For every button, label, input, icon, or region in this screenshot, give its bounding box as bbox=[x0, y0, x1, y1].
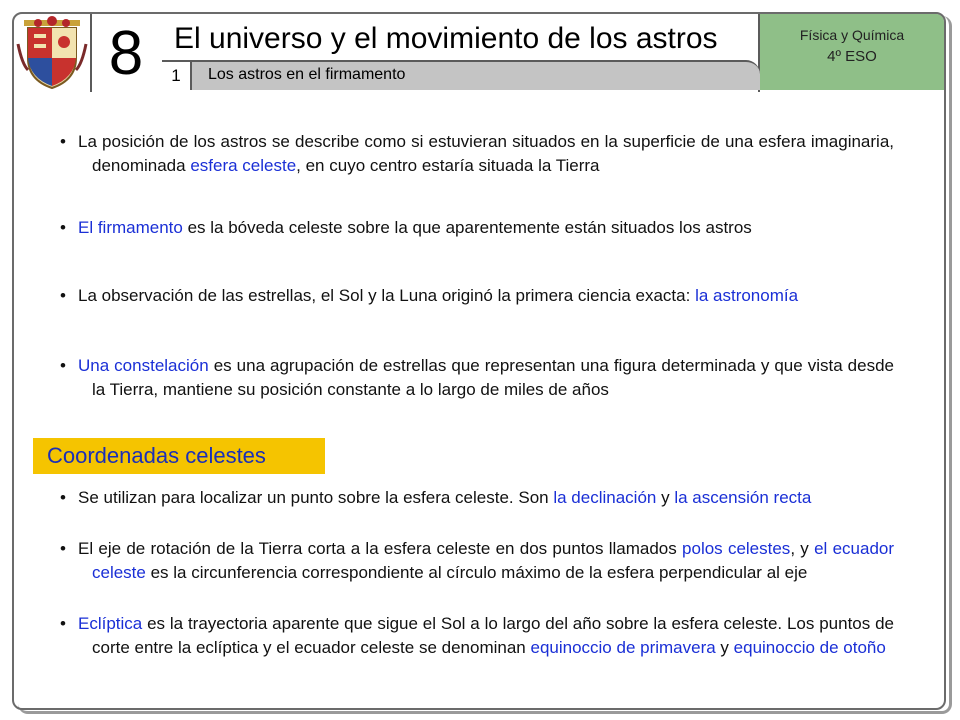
paragraph-text: es la trayectoria aparente que sigue el Sol a lo largo del año sobre la esfera celeste. Los puntos de corte entre la eclíptica y el ecuador celeste se denominan bbox=[92, 614, 894, 657]
paragraph-text: , y bbox=[790, 539, 815, 558]
bullet-icon: • bbox=[60, 218, 66, 237]
highlighted-term: El firmamento bbox=[78, 218, 183, 237]
bullet-icon: • bbox=[60, 488, 66, 507]
paragraph-text: El eje de rotación de la Tierra corta a la esfera celeste en dos puntos llamados bbox=[78, 539, 683, 558]
bullet-icon: • bbox=[60, 286, 66, 305]
highlighted-term: el ecuador celeste bbox=[92, 539, 895, 582]
paragraph-text: La posición de los astros se describe como si estuvieran situados en la superficie de una esfera imaginaria, denominada bbox=[78, 132, 894, 175]
unit-number: 8 bbox=[90, 14, 160, 92]
paragraph-text: y bbox=[715, 638, 734, 657]
paragraph-text: La observación de las estrellas, el Sol y la Luna originó la primera ciencia exacta: bbox=[78, 286, 696, 305]
subject-name: Física y Química bbox=[799, 27, 905, 43]
paragraph-text: y bbox=[656, 488, 675, 507]
section-title: Los astros en el firmamento bbox=[208, 66, 406, 83]
highlighted-term: la ascensión recta bbox=[674, 488, 812, 507]
paragraph-esfera-celeste bbox=[60, 130, 894, 178]
section-number: 1 bbox=[162, 62, 192, 90]
paragraph-polos bbox=[60, 537, 894, 585]
paragraph-text: , en cuyo centro estaría situada la Tierra bbox=[296, 156, 600, 175]
highlighted-term: equinoccio de primavera bbox=[530, 638, 716, 657]
paragraph-ecliptica bbox=[60, 612, 894, 660]
section-heading: Coordenadas celestes bbox=[33, 438, 325, 474]
paragraph-firmamento bbox=[60, 216, 894, 240]
course-level: 4º ESO bbox=[827, 48, 877, 65]
bullet-icon: • bbox=[60, 614, 66, 633]
highlighted-term: polos celestes bbox=[682, 539, 791, 558]
paragraph-text: es la bóveda celeste sobre la que aparentemente están situados los astros bbox=[182, 218, 752, 237]
paragraph-text: Se utilizan para localizar un punto sobre la esfera celeste. Son bbox=[78, 488, 554, 507]
bullet-icon: • bbox=[60, 356, 66, 375]
highlighted-term: Una constelación bbox=[78, 356, 209, 375]
paragraph-constelacion bbox=[60, 354, 894, 402]
paragraph-astronomia bbox=[60, 284, 894, 308]
paragraph-text: es una agrupación de estrellas que representan una figura determinada y que vista desde la Tierra, mantiene su posición constante a lo largo de miles de años bbox=[92, 356, 894, 399]
paragraph-text: es la circunferencia correspondiente al círculo máximo de la esfera perpendicular al eje bbox=[145, 563, 808, 582]
highlighted-term: esfera celeste bbox=[190, 156, 297, 175]
bullet-icon: • bbox=[60, 539, 66, 558]
paragraph-coordenadas bbox=[60, 486, 894, 510]
highlighted-term: Eclíptica bbox=[78, 614, 143, 633]
page-title: El universo y el movimiento de los astros bbox=[174, 22, 718, 55]
highlighted-term: la astronomía bbox=[695, 286, 799, 305]
highlighted-term: equinoccio de otoño bbox=[733, 638, 886, 657]
highlighted-term: la declinación bbox=[553, 488, 657, 507]
bullet-icon: • bbox=[60, 132, 66, 151]
